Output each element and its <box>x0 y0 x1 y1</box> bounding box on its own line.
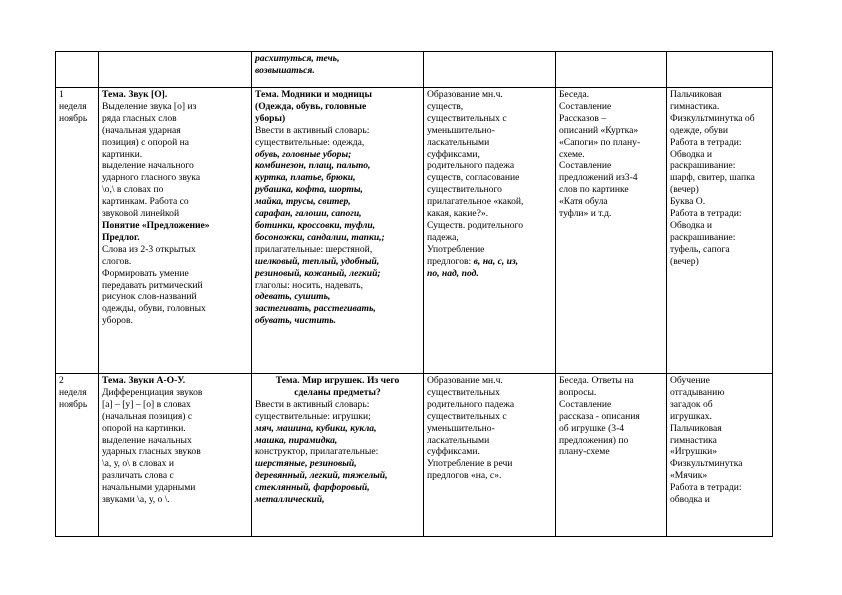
cell-text: Работа в тетради: <box>670 208 742 220</box>
cell-line <box>102 446 248 458</box>
cell-text: Обводка и <box>670 148 712 160</box>
cell-text: Употребление <box>427 243 485 255</box>
cell-text: Образование мн.ч. <box>427 89 503 100</box>
cell-line <box>102 375 248 387</box>
cell-text: картинкам. Работа со <box>102 196 189 208</box>
cell-line <box>255 232 420 244</box>
cell-text: «Катя обула <box>559 196 608 208</box>
cell-text: предлогов «на, с». <box>427 470 502 482</box>
cell-line <box>427 113 552 125</box>
cell-line <box>559 196 663 208</box>
speech-cell <box>556 52 667 88</box>
cell-line <box>559 101 663 113</box>
cell-text: одежды, обуви, головных <box>102 303 206 315</box>
cell-line <box>670 125 769 137</box>
cell-text: шерстяные, резиновый, <box>255 458 357 470</box>
cell-text: падежа, <box>427 231 459 243</box>
cell-line <box>255 470 420 482</box>
cell-line <box>427 375 552 387</box>
cell-line <box>255 53 420 65</box>
cell-text: Физкультминутка об <box>670 112 755 124</box>
cell-text: предложений из3-4 <box>559 172 638 184</box>
cell-text: босоножки, сандалии, тапки,; <box>255 231 385 243</box>
cell-text: родительного падежа <box>427 398 515 410</box>
cell-text: плану-схеме <box>559 446 610 458</box>
cell-line <box>102 149 248 161</box>
cell-line <box>102 423 248 435</box>
cell-text: обувь, головные уборы; <box>255 148 352 160</box>
cell-text: раскрашивание: <box>670 231 736 243</box>
cell-text: машка, пирамидка, <box>255 434 338 446</box>
cell-line <box>255 149 420 161</box>
cell-line <box>255 482 420 494</box>
cell-text: существ, <box>427 100 464 112</box>
cell-line <box>255 208 420 220</box>
cell-line <box>255 435 420 447</box>
cell-text: описаний «Куртка» <box>559 124 639 136</box>
cell-line <box>559 423 663 435</box>
cell-line <box>255 291 420 303</box>
cell-line: неделя <box>59 100 87 112</box>
cell-line <box>559 435 663 447</box>
cell-line <box>102 244 248 256</box>
cell-line <box>102 220 248 232</box>
cell-text: резиновый, кожаный, легкий; <box>255 267 381 279</box>
cell-text: выделение начального <box>102 160 194 172</box>
cell-text: возвышаться. <box>255 64 315 76</box>
cell-text: металлический, <box>255 494 325 506</box>
cell-text: гимнастика <box>670 434 717 446</box>
sound-topic-cell <box>99 52 252 88</box>
cell-line <box>102 494 248 506</box>
cell-text: выделение начальных <box>102 434 192 446</box>
cell-line <box>670 423 769 435</box>
vocabulary-cell <box>252 374 424 537</box>
cell-text: Пальчиковая <box>670 89 722 100</box>
cell-line <box>255 375 420 387</box>
cell-text: (начальная ударная <box>102 124 181 136</box>
cell-text: гимнастика. <box>670 100 720 112</box>
cell-line <box>559 160 663 172</box>
cell-text: Составление <box>559 160 612 172</box>
cell-text: прилагательное «какой, <box>427 196 524 208</box>
cell-line <box>559 89 663 101</box>
cell-line <box>255 423 420 435</box>
cell-text: прилагательные: шерстяной, <box>255 243 373 255</box>
cell-text: Употребление в речи <box>427 458 513 470</box>
cell-line <box>670 196 769 208</box>
cell-line <box>102 435 248 447</box>
cell-line <box>102 89 248 101</box>
cell-line <box>255 458 420 470</box>
cell-line <box>427 244 552 256</box>
cell-line <box>102 160 248 172</box>
grammar-cell <box>424 374 556 537</box>
cell-text: Дифференциация звуков <box>102 386 203 398</box>
cell-line <box>559 113 663 125</box>
cell-line <box>102 482 248 494</box>
cell-text: существительных с <box>427 112 507 124</box>
cell-line <box>559 184 663 196</box>
cell-text: Тема. Звук [О]. <box>102 89 168 100</box>
cell-line <box>102 399 248 411</box>
cell-line <box>255 125 420 137</box>
cell-line <box>427 89 552 101</box>
cell-line <box>427 446 552 458</box>
cell-text: Ввести в активный словарь: <box>255 124 370 136</box>
cell-line <box>255 256 420 268</box>
cell-line <box>559 446 663 458</box>
cell-text: уборы) <box>255 112 286 124</box>
cell-line <box>427 411 552 423</box>
cell-text: одежде, обуви <box>670 124 728 136</box>
cell-text: игрушках. <box>670 410 712 422</box>
cell-line <box>559 208 663 220</box>
cell-line <box>255 399 420 411</box>
cell-line <box>670 482 769 494</box>
cell-text-emphasis: в, на, с, из, <box>473 255 519 267</box>
grammar-cell <box>424 52 556 88</box>
cell-line <box>102 125 248 137</box>
cell-line <box>559 172 663 184</box>
cell-line <box>255 184 420 196</box>
cell-text: Понятие «Предложение» <box>102 219 210 231</box>
cell-line <box>255 446 420 458</box>
cell-text: Буква О. <box>670 196 706 208</box>
cell-line <box>670 149 769 161</box>
cell-line <box>670 411 769 423</box>
cell-line <box>427 232 552 244</box>
cell-line <box>102 291 248 303</box>
cell-line <box>670 458 769 470</box>
cell-text: деревянный, легкий, тяжелый, <box>255 470 388 482</box>
cell-line <box>670 470 769 482</box>
cell-line <box>102 280 248 292</box>
cell-text: звуковой линейкой <box>102 208 180 220</box>
cell-line <box>559 375 663 387</box>
cell-line <box>427 387 552 399</box>
cell-text: Беседа. Ответы на <box>559 375 634 386</box>
cell-line <box>670 220 769 232</box>
cell-text: [а] – [у] – [о] в словах <box>102 398 191 410</box>
cell-text: «Сапоги» по плану- <box>559 136 641 148</box>
cell-line: 1 <box>59 89 64 100</box>
speech-cell <box>556 374 667 537</box>
cell-line: ноябрь <box>59 112 88 124</box>
cell-text: ботинки, кроссовки, туфли, <box>255 219 376 231</box>
cell-text: существительного <box>427 184 502 196</box>
cell-text: Тема. Модники и модницы <box>255 89 372 100</box>
cell-text: существительные: одежда, <box>255 136 365 148</box>
cell-text: схеме. <box>559 148 585 160</box>
cell-text: существительных <box>427 386 500 398</box>
cell-text: опорой на картинки. <box>102 422 186 434</box>
cell-line <box>427 458 552 470</box>
cell-line <box>670 137 769 149</box>
cell-line <box>102 387 248 399</box>
cell-line <box>427 256 552 268</box>
cell-text: «Игрушки» <box>670 446 718 458</box>
cell-line <box>427 268 552 280</box>
cell-text: Ввести в активный словарь: <box>255 398 370 410</box>
cell-text: Предлог. <box>102 231 140 243</box>
cell-line: ноябрь <box>59 398 88 410</box>
cell-line <box>670 435 769 447</box>
table-row <box>56 374 773 537</box>
cell-text: уборов. <box>102 315 133 327</box>
cell-text: предложения) по <box>559 434 629 446</box>
cell-text: (Одежда, обувь, головные <box>255 100 367 112</box>
cell-line <box>427 125 552 137</box>
cell-text: слогов. <box>102 255 132 267</box>
cell-line <box>670 375 769 387</box>
cell-line <box>255 387 420 399</box>
cell-line <box>670 172 769 184</box>
table-row <box>56 88 773 374</box>
cell-text: ударных гласных звуков <box>102 446 201 458</box>
cell-line <box>670 399 769 411</box>
cell-text: Беседа. <box>559 89 590 100</box>
vocabulary-cell <box>252 88 424 374</box>
cell-text: уменьшительно- <box>427 422 495 434</box>
cell-line <box>670 208 769 220</box>
cell-text: туфель, сапога <box>670 243 730 255</box>
cell-line <box>670 160 769 172</box>
cell-line <box>670 494 769 506</box>
cell-text: застегивать, расстегивать, <box>255 303 376 315</box>
cell-line <box>102 268 248 280</box>
cell-line <box>670 101 769 113</box>
activities-cell <box>667 52 773 88</box>
cell-line <box>255 244 420 256</box>
cell-text: рассказа - описания <box>559 410 640 422</box>
cell-text: Составление <box>559 398 612 410</box>
week-cell <box>56 52 99 88</box>
cell-line <box>670 446 769 458</box>
cell-text: отгадыванию <box>670 386 725 398</box>
cell-text: Образование мн.ч. <box>427 375 503 386</box>
vocabulary-cell <box>252 52 424 88</box>
cell-line <box>102 458 248 470</box>
cell-text: Формировать умение <box>102 267 189 279</box>
cell-line <box>427 184 552 196</box>
cell-text: одевать, сушить, <box>255 291 331 303</box>
cell-line <box>255 196 420 208</box>
cell-line: 2 <box>59 375 64 386</box>
cell-text: сделаны предметы? <box>294 386 381 398</box>
cell-line <box>255 280 420 292</box>
cell-text: начальными ударными <box>102 482 196 494</box>
cell-text: вопросы. <box>559 386 597 398</box>
cell-line <box>255 113 420 125</box>
cell-line <box>427 172 552 184</box>
week-cell <box>56 88 99 374</box>
cell-text: различать слова с <box>102 470 174 482</box>
cell-text: загадок об <box>670 398 713 410</box>
cell-text: \о,\ в словах по <box>102 184 164 196</box>
cell-text: Физкультминутка <box>670 458 743 470</box>
cell-text: предлогов: <box>427 255 474 267</box>
cell-text: Рассказов – <box>559 112 607 124</box>
cell-line <box>102 256 248 268</box>
cell-line <box>427 220 552 232</box>
cell-line <box>102 137 248 149</box>
cell-line <box>255 89 420 101</box>
cell-text: ласкательными <box>427 434 490 446</box>
lesson-plan-table <box>55 51 773 537</box>
cell-line <box>559 125 663 137</box>
cell-text: суффиксами, <box>427 148 480 160</box>
cell-text: обводка и <box>670 494 710 506</box>
cell-text: расхитуться, течь, <box>255 53 340 64</box>
cell-text: Составление <box>559 100 612 112</box>
cell-line <box>102 470 248 482</box>
cell-text: обувать, чистить. <box>255 315 337 327</box>
cell-text: комбинезон, плащ, пальто, <box>255 160 371 172</box>
cell-text: уменьшительно- <box>427 124 495 136</box>
cell-line <box>102 172 248 184</box>
cell-text: картинки. <box>102 148 143 160</box>
cell-line <box>427 137 552 149</box>
speech-cell <box>556 88 667 374</box>
grammar-cell <box>424 88 556 374</box>
cell-line <box>102 101 248 113</box>
cell-text: Тема. Звуки А-О-У. <box>102 375 186 386</box>
cell-line <box>427 196 552 208</box>
cell-text: конструктор, прилагательные: <box>255 446 379 458</box>
sound-topic-cell <box>99 88 252 374</box>
cell-line <box>427 101 552 113</box>
cell-line <box>102 196 248 208</box>
cell-text: об игрушке (3-4 <box>559 422 625 434</box>
cell-text: стеклянный, фарфоровый, <box>255 482 370 494</box>
cell-line <box>559 387 663 399</box>
activities-cell <box>667 374 773 537</box>
cell-line <box>102 232 248 244</box>
cell-text: Слова из 2-3 открытых <box>102 243 196 255</box>
cell-text: туфли» и т.д. <box>559 208 612 220</box>
cell-line <box>255 160 420 172</box>
cell-text: рисунок слов-названий <box>102 291 197 303</box>
cell-text: по, над, под. <box>427 267 479 279</box>
sound-topic-cell <box>99 374 252 537</box>
cell-line <box>255 303 420 315</box>
cell-text: раскрашивание: <box>670 160 736 172</box>
cell-text: существительных с <box>427 410 507 422</box>
cell-text: звуками \а, у, о \. <box>102 494 170 506</box>
cell-text: какая, какие?». <box>427 208 489 220</box>
cell-text: шарф, свитер, шапка <box>670 172 755 184</box>
cell-line <box>255 220 420 232</box>
cell-text: ласкательными <box>427 136 490 148</box>
cell-text: (вечер) <box>670 184 699 196</box>
cell-line <box>255 411 420 423</box>
cell-text: Пальчиковая <box>670 422 722 434</box>
cell-line <box>670 232 769 244</box>
cell-text: передавать ритмический <box>102 279 203 291</box>
cell-line <box>670 387 769 399</box>
cell-line <box>255 65 420 77</box>
cell-text: майка, трусы, свитер, <box>255 196 351 208</box>
cell-text: слов по картинке <box>559 184 629 196</box>
cell-line <box>427 399 552 411</box>
cell-line <box>255 315 420 327</box>
cell-line <box>427 423 552 435</box>
cell-text: позиция) с опорой на <box>102 136 190 148</box>
cell-line <box>102 113 248 125</box>
cell-text: «Мячик» <box>670 470 708 482</box>
cell-line <box>102 411 248 423</box>
cell-text: Тема. Мир игрушек. Из чего <box>275 375 400 386</box>
cell-line <box>255 494 420 506</box>
cell-line <box>255 172 420 184</box>
cell-line <box>427 470 552 482</box>
activities-cell <box>667 88 773 374</box>
cell-line <box>102 303 248 315</box>
cell-line <box>670 89 769 101</box>
cell-text: (начальная позиция) с <box>102 410 193 422</box>
cell-text: \а, у, о\ в словах и <box>102 458 174 470</box>
cell-line <box>670 113 769 125</box>
cell-line <box>559 411 663 423</box>
cell-text: мяч, машина, кубики, кукла, <box>255 422 377 434</box>
cell-text: куртка, платье, брюки, <box>255 172 356 184</box>
cell-text: Существ. родительного <box>427 219 523 231</box>
cell-line <box>427 435 552 447</box>
cell-text: Работа в тетради: <box>670 136 742 148</box>
week-cell <box>56 374 99 537</box>
cell-text: существ, согласование <box>427 172 520 184</box>
cell-text: родительного падежа <box>427 160 515 172</box>
cell-text: (вечер) <box>670 255 699 267</box>
cell-line <box>255 137 420 149</box>
table-row <box>56 52 773 88</box>
cell-line <box>670 244 769 256</box>
cell-line <box>427 208 552 220</box>
cell-text: ряда гласных слов <box>102 112 177 124</box>
cell-line <box>255 101 420 113</box>
cell-text: Выделение звука [о] из <box>102 100 197 112</box>
cell-text: суффиксами. <box>427 446 480 458</box>
cell-text: Обводка и <box>670 219 712 231</box>
cell-text: рубашка, кофта, шорты, <box>255 184 363 196</box>
cell-line <box>102 315 248 327</box>
cell-line <box>559 137 663 149</box>
cell-text: Обучение <box>670 375 710 386</box>
cell-text: сарафан, галоши, сапоги, <box>255 208 362 220</box>
cell-line <box>670 184 769 196</box>
cell-line <box>255 268 420 280</box>
cell-text: шелковый, теплый, удобный, <box>255 255 380 267</box>
cell-text: существительные: игрушки; <box>255 410 371 422</box>
cell-line <box>102 208 248 220</box>
cell-line <box>427 160 552 172</box>
cell-line: неделя <box>59 386 87 398</box>
cell-text: глаголы: носить, надевать, <box>255 279 363 291</box>
cell-line <box>559 149 663 161</box>
cell-line <box>102 184 248 196</box>
cell-line <box>427 149 552 161</box>
cell-line <box>559 399 663 411</box>
cell-line <box>670 256 769 268</box>
cell-text: Работа в тетради: <box>670 482 742 494</box>
cell-text: ударного гласного звука <box>102 172 201 184</box>
